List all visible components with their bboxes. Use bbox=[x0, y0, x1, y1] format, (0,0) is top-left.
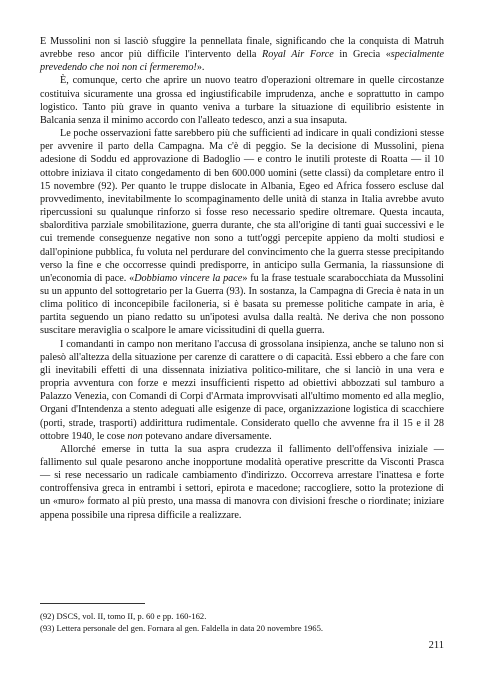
text-segment: I comandanti in campo non meritano l'accusa di grossolana insipienza, anche se taluno non si palesò all'altezza della situazione per carenze di carattere o di capacità. Essi ebbero a che fare con gli inevitabili effetti di una dissennata iniziativa politico-militare, che si lanciò in una vera e propria avventura con forze e mezzi insufficienti rispetto ad obiettivi abbozzati sul tamburo a Palazzo Venezia, con Comandi di Corpi d'Armata improvvisati all'ultimo momento ed alla meglio, Organi d'Intendenza a stento adeguati alle esigenze di pace, organizzazione logistica di scacchiere (porti, strade, trasporti) addirittura rudimentale. Considerato quello che avvenne fra il 15 e il 28 ottobre 1940, le cose bbox=[40, 338, 444, 442]
paragraph bbox=[40, 35, 444, 74]
text-segment: Le poche osservazioni fatte sarebbero più che sufficienti ad indicare in quali condizioni stesse per avvenire il parto della Campagna. Ma c'è di peggio. Se la decisione di Mussolini, piena adesione di Soddu ed approvazione di Badoglio — e contro le inutili proteste di Roatta — il 10 ottobre iniziava il citato congedamento di ben 600.000 uomini (sette classi) da completare entro il 15 novembre (92). Per quanto le truppe dislocate in Albania, Egeo ed Africa fossero escluse dal provvedimento, inevitabilmente lo scompaginamento delle unità di stanza in Italia avrebbe avuto ripercussioni su qualunque rinforzo si fosse reso necessario spedire oltremare. Questa incauta, sbalorditiva parziale smobilitazione, guerra durante, che sta all'origine di tanti guai successivi e le cui tremende conseguenze negative non sono a tutt'oggi percepite appieno da molti studiosi e dall'opinione pubblica, fu voluta nel perdurare del convincimento che la guerra stesse precipitando verso la fine e che occorresse quindi predisporre, in anticipo sulla Germania, la riassunsione di un'economia di pace. « bbox=[40, 128, 444, 284]
page-number: 211 bbox=[428, 640, 444, 651]
paragraph bbox=[40, 443, 444, 522]
italic-text: Dobbiamo vincere la pace bbox=[134, 272, 243, 284]
text-segment: in Grecia « bbox=[333, 49, 391, 61]
footnote-separator bbox=[40, 603, 145, 604]
italic-text: Royal Air Force bbox=[262, 49, 334, 61]
text-segment: Allorché emerse in tutta la sua aspra crudezza il fallimento dell'offensiva iniziale — fallimento sul quale pesarono anche inopportune modalità operative prescritte da Visconti Prasca — si rese necessario un radicale cambiamento d'indirizzo. Occorreva arrestare l'inattesa e forte controffensiva greca in entrambi i settori, epirota e macedone; raccogliere, sotto la protezione di un «muro» formato al più presto, una massa di manovra con divisioni fresche o riordinate; iniziare appena possibile una ripresa difficile a realizzare. bbox=[40, 443, 444, 521]
footnote: (92) DSCS, vol. II, tomo II, p. 60 e pp. 160-162. bbox=[40, 611, 207, 621]
italic-text: specialmente prevedendo che noi non ci fermeremo! bbox=[40, 49, 444, 74]
footnotes bbox=[40, 611, 444, 634]
text-segment: ». bbox=[196, 62, 205, 74]
paragraph bbox=[40, 127, 444, 338]
footnote: (93) Lettera personale del gen. Fornara al gen. Faldella in data 20 novembre 1965. bbox=[40, 622, 324, 633]
paragraph bbox=[40, 338, 444, 443]
text-segment: potevano andare diversamente. bbox=[142, 430, 272, 442]
text-segment: » fu la frase testuale scarabocchiata da Mussolini su un appunto del sottogretario per la Guerra (93). In sostanza, la Campagna di Grecia è nata in un clima politico di inconcepibile faciloneria, si è basata su premesse politiche campate in aria, è partita seguendo un piano redatto su un'ipotesi avulsa dalla realtà. Ne deriva che non possono suscitare meraviglia o scalpore le amare vicissitudini di quella guerra. bbox=[40, 272, 444, 337]
paragraph bbox=[40, 74, 444, 127]
italic-text: non bbox=[127, 430, 143, 442]
text-segment: E Mussolini non si lasciò sfuggire la pennellata finale, significando che la conquista di Matruh avrebbe reso ancor più difficile l'intervento della bbox=[40, 36, 444, 61]
body-text bbox=[40, 35, 444, 522]
text-segment: È, comunque, certo che aprire un nuovo teatro d'operazioni oltremare in quelle circostanze costituiva sicuramente una grossa ed ingiustificabile imprudenza, anche e soprattutto in campo logistico. Tanto più grave in quanto veniva a turbare la situazione di equilibrio esistente in Balcania senza il minimo accordo con l'alleato tedesco, anzi a sua insaputa. bbox=[40, 75, 444, 126]
